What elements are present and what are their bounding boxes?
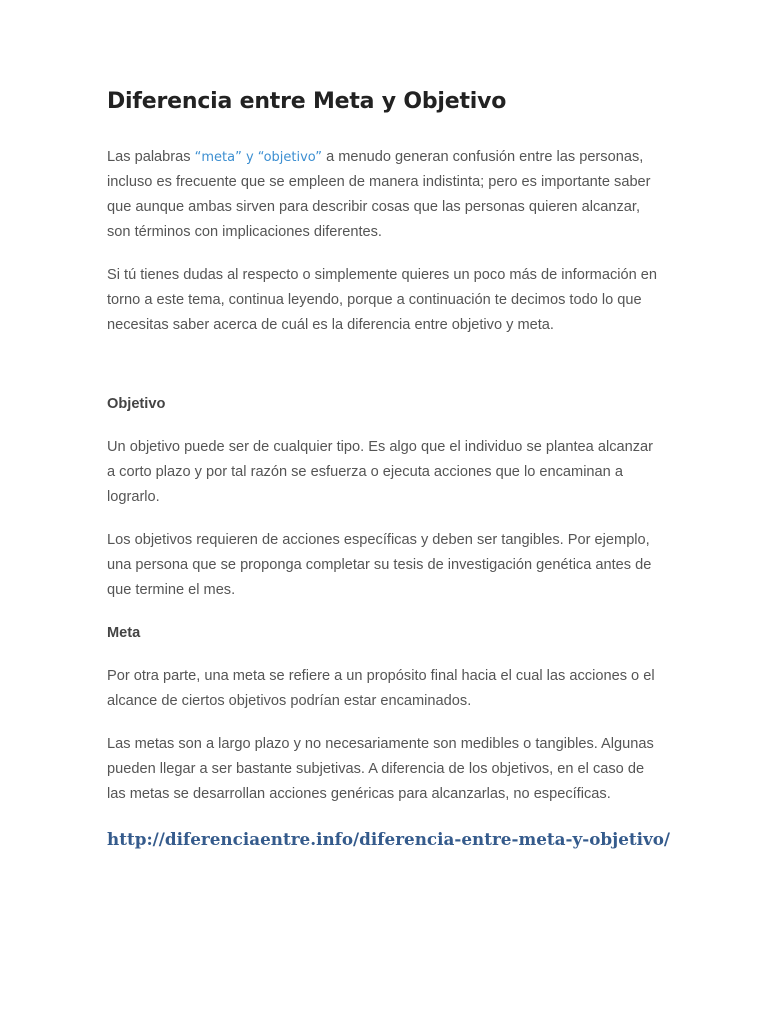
- source-link[interactable]: http://diferenciaentre.info/diferencia-entre-meta-y-objetivo/: [107, 828, 671, 849]
- intro-text-start: Las palabras: [107, 148, 195, 165]
- section-spacer: [107, 356, 662, 392]
- objetivo-paragraph-2: Los objetivos requieren de acciones específicas y deben ser tangibles. Por ejemplo, una persona que se proponga completar su tesis de investigación genética antes de que termine el mes.: [107, 531, 652, 598]
- page-title: Diferencia entre Meta y Objetivo: [107, 89, 507, 114]
- document-page: [107, 88, 671, 850]
- objetivo-paragraph-1: Un objetivo puede ser de cualquier tipo. Es algo que el individuo se plantea alcanzar a corto plazo y por tal razón se esfuerza o ejecuta acciones que lo encaminan a lograrlo.: [107, 438, 654, 505]
- intro-paragraph-2: Si tú tienes dudas al respecto o simplemente quieres un poco más de información en torno a este tema, continua leyendo, porque a continuación te decimos todo lo que necesitas saber acerca de cuál es la diferencia entre objetivo y meta.: [107, 266, 658, 333]
- highlighted-terms: “meta” y “objetivo”: [194, 149, 323, 165]
- objetivo-heading: Objetivo: [107, 395, 166, 412]
- intro-text-end: a menudo generan confusión entre las personas, incluso es frecuente que se empleen de manera indistinta; pero es importante saber que aunque ambas sirven para describir cosas que las personas quieren alcanzar, son términos con implicaciones diferentes.: [107, 148, 651, 240]
- meta-heading: Meta: [107, 624, 141, 641]
- intro-paragraph-1: [107, 145, 662, 245]
- meta-paragraph-2: Las metas son a largo plazo y no necesariamente son medibles o tangibles. Algunas pueden llegar a ser bastante subjetivas. A diferencia de los objetivos, en el caso de las metas se desarrollan acciones genéricas para alcanzarlas, no específicas.: [107, 735, 654, 802]
- meta-paragraph-1: Por otra parte, una meta se refiere a un propósito final hacia el cual las acciones o el alcance de ciertos objetivos podrían estar encaminados.: [107, 667, 655, 709]
